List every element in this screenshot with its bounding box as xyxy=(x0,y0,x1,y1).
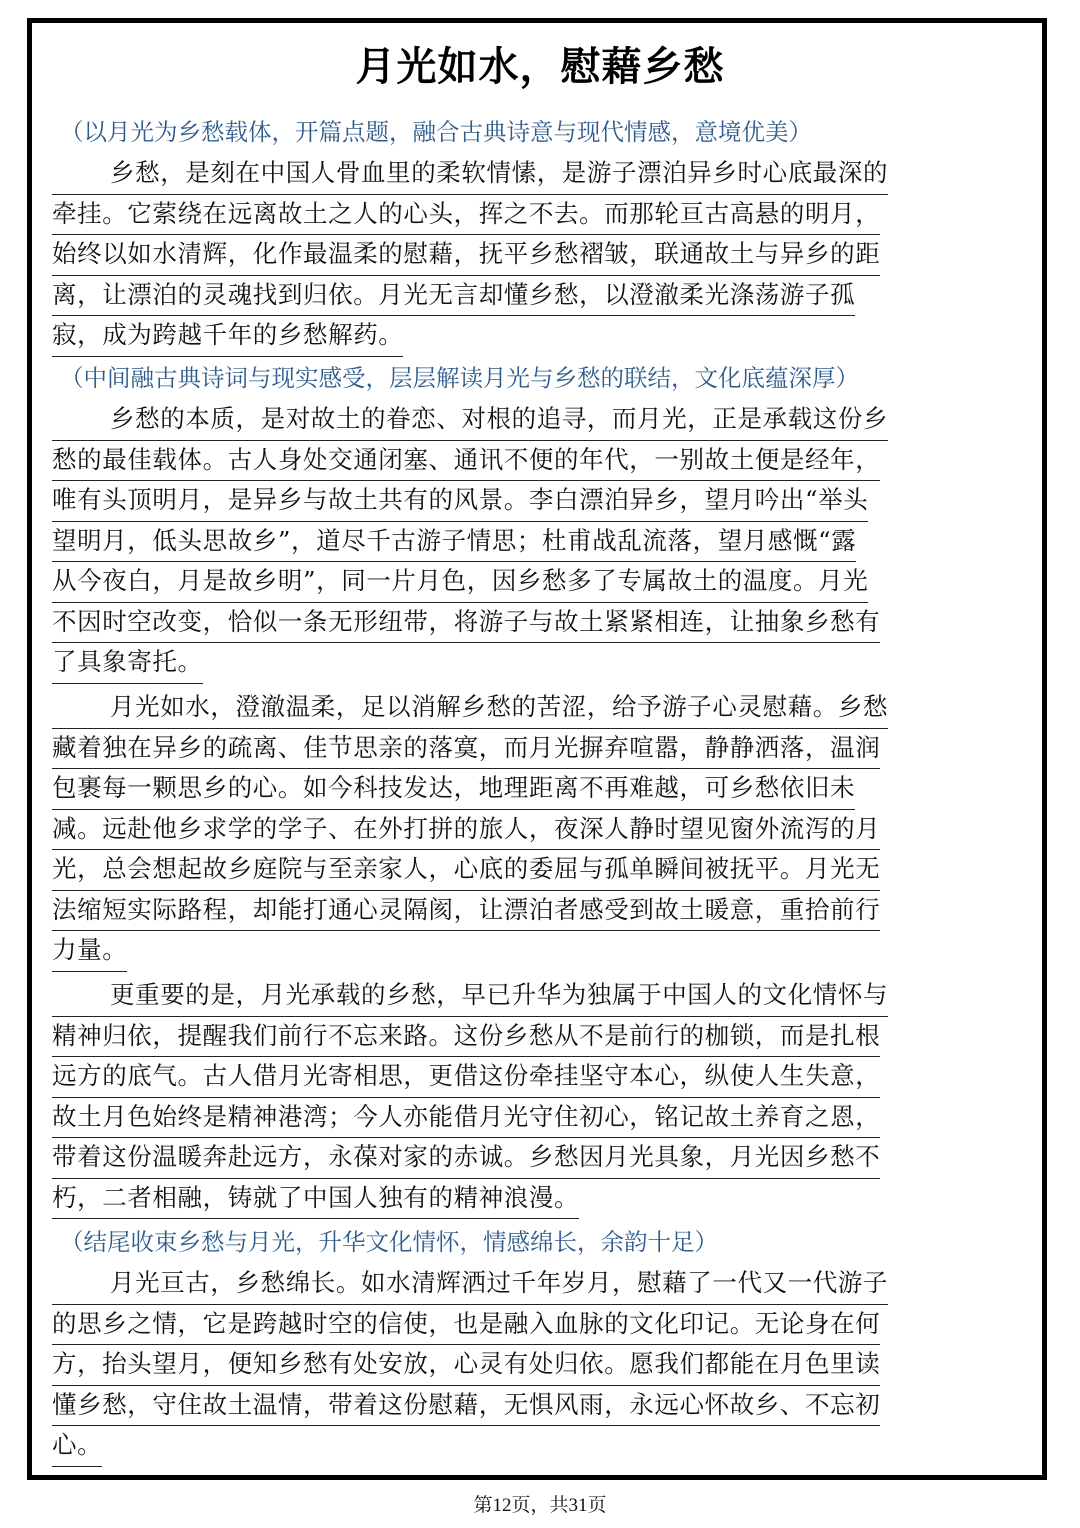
annotation-ending: （结尾收束乡愁与月光，升华文化情怀，情感绵长，余韵十足） xyxy=(60,1228,718,1256)
paragraph-1 xyxy=(52,154,1012,357)
paragraph-line: 故土月色始终是精神港湾；今人亦能借月光守住初心，铭记故土养育之恩， xyxy=(52,1098,880,1139)
essay-title: 月光如水，慰藉乡愁 xyxy=(355,44,725,90)
annotation-middle: （中间融古典诗词与现实感受，层层解读月光与乡愁的联结，文化底蕴深厚） xyxy=(60,364,859,392)
paragraph-line: 远方的底气。古人借月光寄相思，更借这份牵挂坚守本心，纵使人生失意， xyxy=(52,1057,880,1098)
paragraph-line: 始终以如水清辉，化作最温柔的慰藉，抚平乡愁褶皱，联通故土与异乡的距 xyxy=(52,235,880,276)
paragraph-5 xyxy=(52,1264,1012,1467)
paragraph-4 xyxy=(52,976,1012,1219)
paragraph-line: 心。 xyxy=(52,1426,102,1467)
paragraph-line: 法缩短实际路程，却能打通心灵隔阂，让漂泊者感受到故土暖意，重拾前行 xyxy=(52,891,880,932)
paragraph-line: 从今夜白，月是故乡明”，同一片月色，因乡愁多了专属故土的温度。月光 xyxy=(52,562,868,603)
paragraph-line: 的思乡之情，它是跨越时空的信使，也是融入血脉的文化印记。无论身在何 xyxy=(52,1305,880,1346)
paragraph-line: 包裹每一颗思乡的心。如今科技发达，地理距离不再难越，可乡愁依旧未 xyxy=(52,769,855,810)
paragraph-3 xyxy=(52,688,1012,972)
paragraph-line: 减。远赴他乡求学的学子、在外打拼的旅人，夜深人静时望见窗外流泻的月 xyxy=(52,810,880,851)
paragraph-line: 懂乡愁，守住故土温情，带着这份慰藉，无惧风雨，永远心怀故乡、不忘初 xyxy=(52,1386,880,1427)
paragraph-line: 乡愁，是刻在中国人骨血里的柔软情愫，是游子漂泊异乡时心底最深的 xyxy=(52,154,888,195)
paragraph-line: 月光亘古，乡愁绵长。如水清辉洒过千年岁月，慰藉了一代又一代游子 xyxy=(52,1264,888,1305)
paragraph-line: 了具象寄托。 xyxy=(52,643,203,684)
paragraph-line: 唯有头顶明月，是异乡与故土共有的风景。李白漂泊异乡，望月吟出“举头 xyxy=(52,481,868,522)
page-number: 第12页，共31页 xyxy=(473,1495,607,1516)
paragraph-line: 方，抬头望月，便知乡愁有处安放，心灵有处归依。愿我们都能在月色里读 xyxy=(52,1345,880,1386)
annotation-opening: （以月光为乡愁载体，开篇点题，融合古典诗意与现代情感，意境优美） xyxy=(60,118,812,146)
paragraph-line: 光，总会想起故乡庭院与至亲家人，心底的委屈与孤单瞬间被抚平。月光无 xyxy=(52,850,880,891)
paragraph-line: 力量。 xyxy=(52,931,127,972)
paragraph-line: 朽，二者相融，铸就了中国人独有的精神浪漫。 xyxy=(52,1179,579,1220)
paragraph-line: 望明月，低头思故乡”，道尽千古游子情思；杜甫战乱流落，望月感慨“露 xyxy=(52,522,856,563)
paragraph-line: 精神归依，提醒我们前行不忘来路。这份乡愁从不是前行的枷锁，而是扎根 xyxy=(52,1017,880,1058)
paragraph-line: 带着这份温暖奔赴远方，永葆对家的赤诚。乡愁因月光具象，月光因乡愁不 xyxy=(52,1138,880,1179)
paragraph-2 xyxy=(52,400,1012,684)
paragraph-line: 藏着独在异乡的疏离、佳节思亲的落寞，而月光摒弃喧嚣，静静洒落，温润 xyxy=(52,729,880,770)
paragraph-line: 愁的最佳载体。古人身处交通闭塞、通讯不便的年代，一别故土便是经年， xyxy=(52,441,880,482)
paragraph-line: 牵挂。它萦绕在远离故土之人的心头，挥之不去。而那轮亘古高悬的明月， xyxy=(52,195,880,236)
paragraph-line: 不因时空改变，恰似一条无形纽带，将游子与故土紧紧相连，让抽象乡愁有 xyxy=(52,603,880,644)
paragraph-line: 寂，成为跨越千年的乡愁解药。 xyxy=(52,316,403,357)
paragraph-line: 月光如水，澄澈温柔，足以消解乡愁的苦涩，给予游子心灵慰藉。乡愁 xyxy=(52,688,888,729)
paragraph-line: 更重要的是，月光承载的乡愁，早已升华为独属于中国人的文化情怀与 xyxy=(52,976,888,1017)
paragraph-line: 乡愁的本质，是对故土的眷恋、对根的追寻，而月光，正是承载这份乡 xyxy=(52,400,888,441)
paragraph-line: 离，让漂泊的灵魂找到归依。月光无言却懂乡愁，以澄澈柔光涤荡游子孤 xyxy=(52,276,855,317)
